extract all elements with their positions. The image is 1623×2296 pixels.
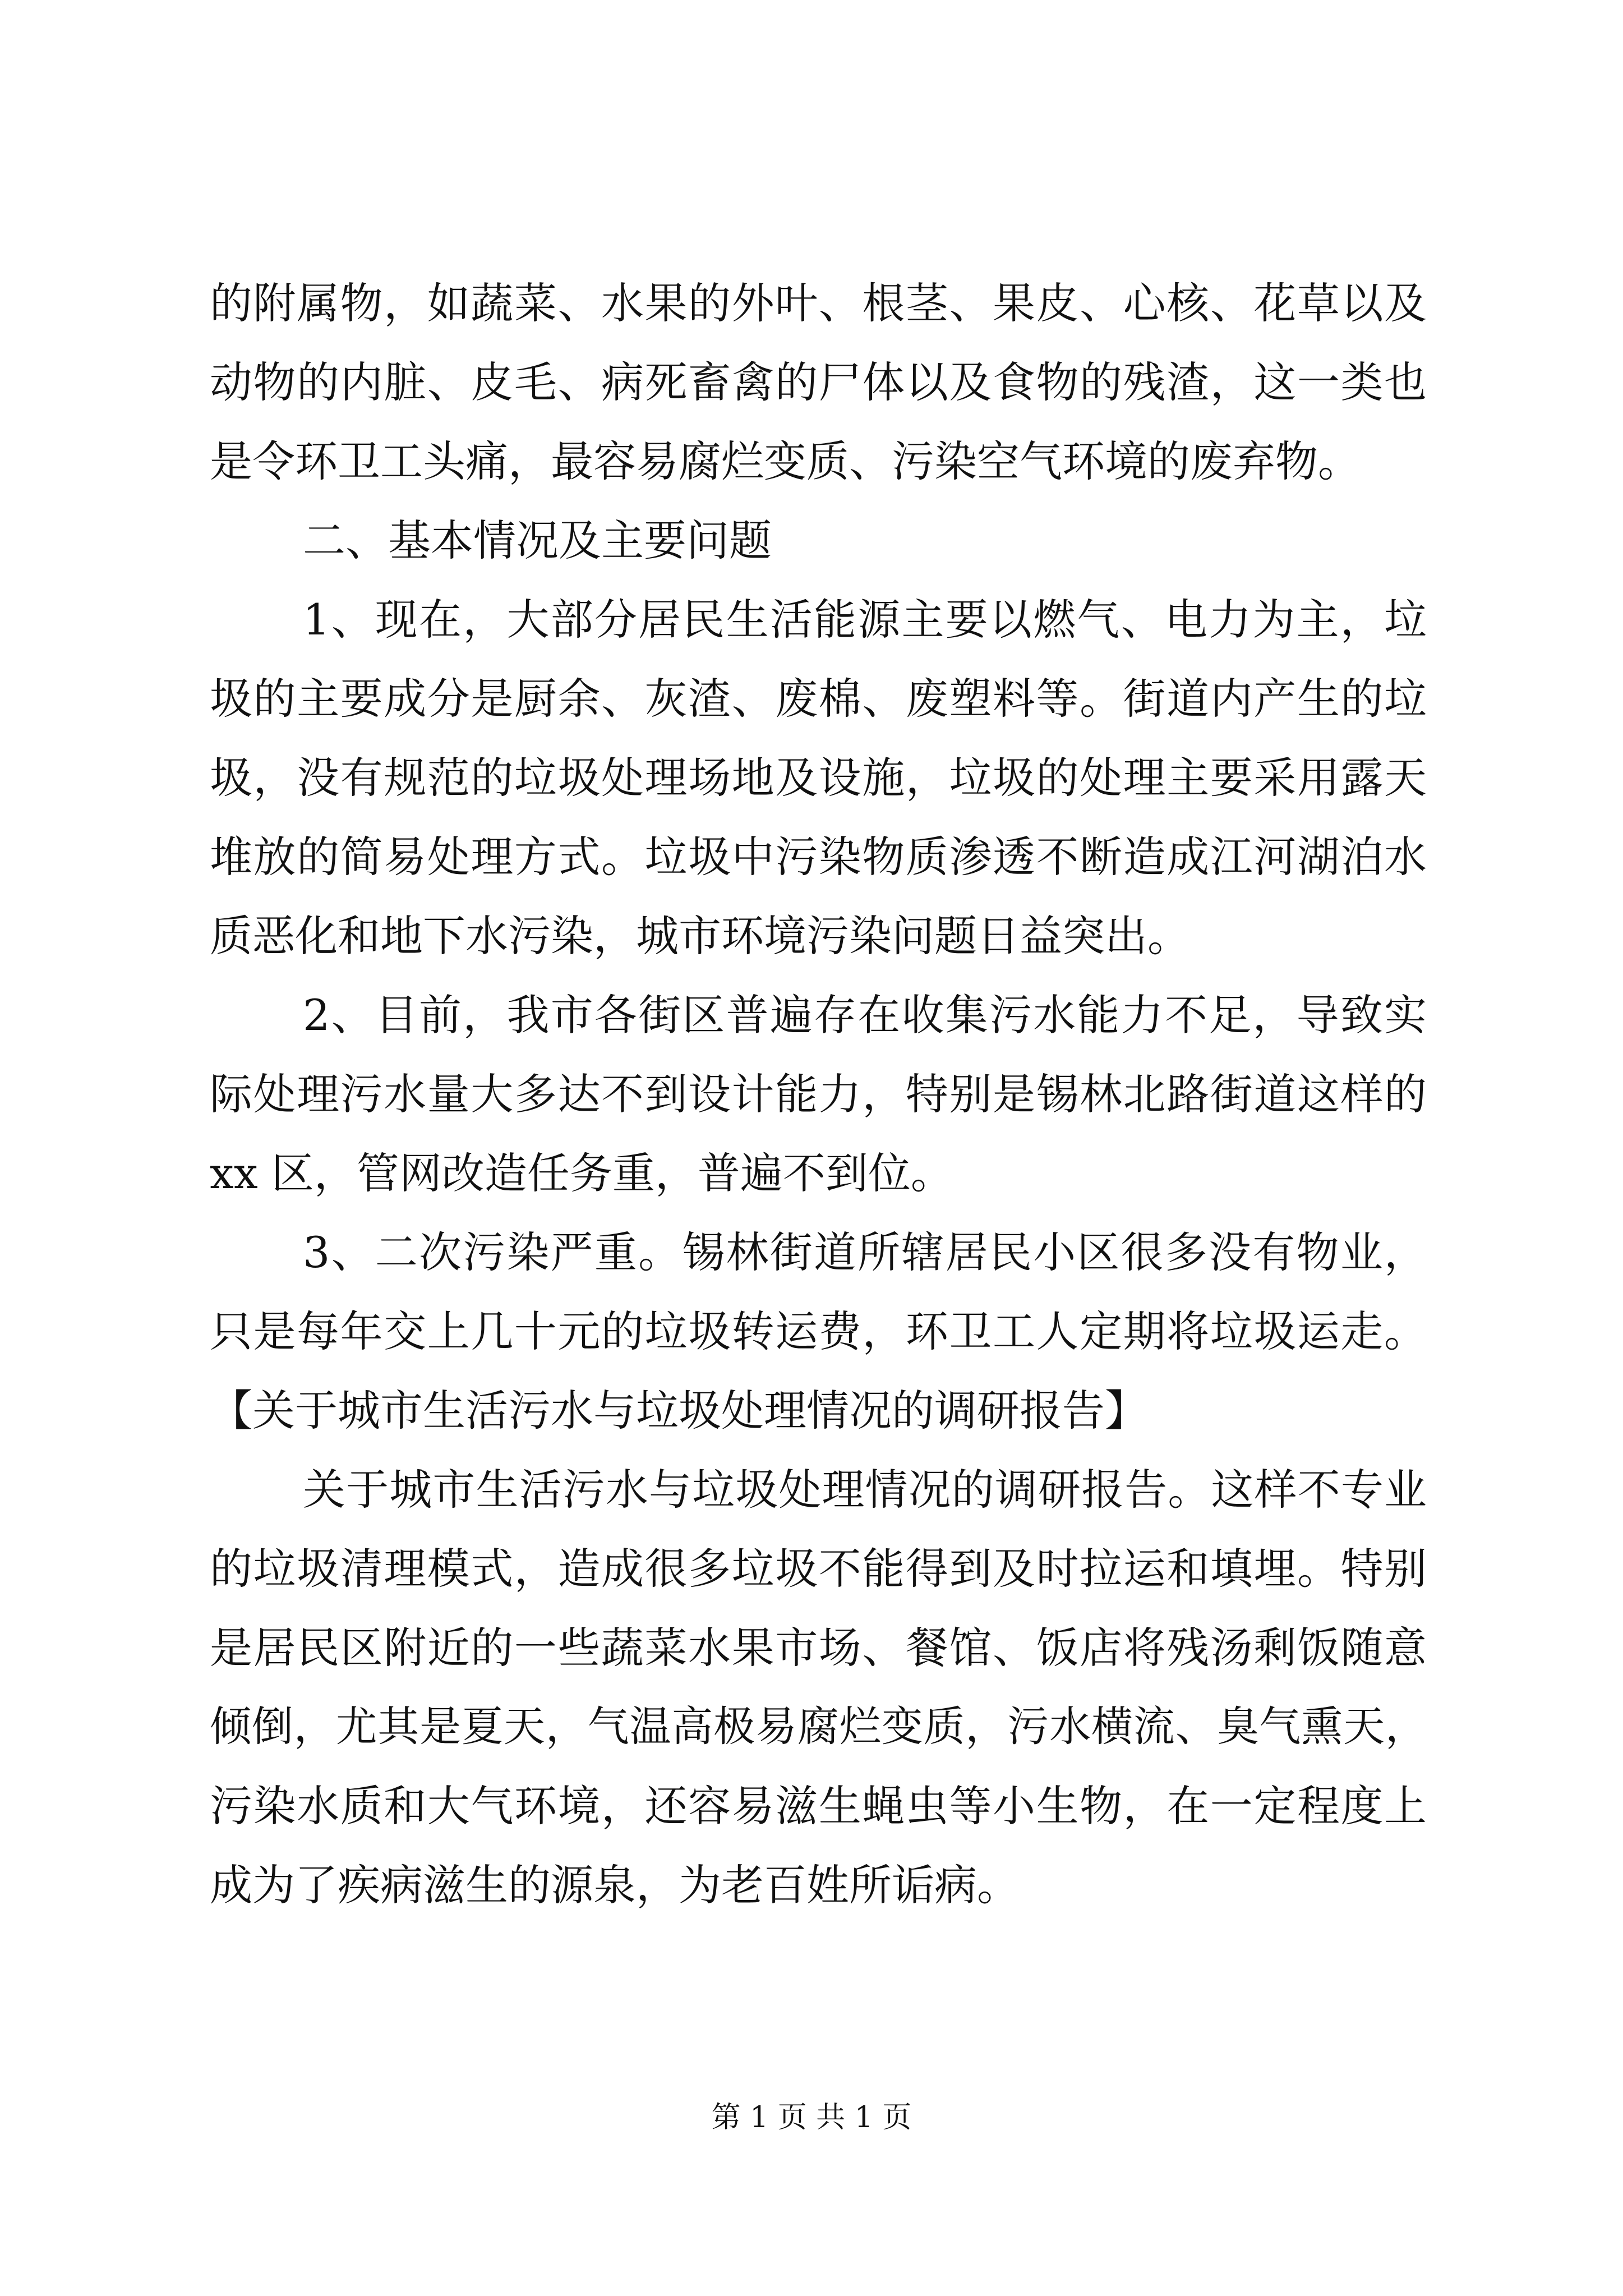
report-title-line: 【关于城市生活污水与垃圾处理情况的调研报告】 <box>210 1386 1147 1435</box>
document-body <box>210 264 1427 1925</box>
paragraph-line: 成为了疾病滋生的源泉，为老百姓所诟病。 <box>210 1860 1020 1910</box>
section-heading: 二、基本情况及主要问题 <box>303 516 772 565</box>
paragraph-line: 2、目前，我市各街区普遍存在收集污水能力不足，导致实 <box>303 990 1427 1040</box>
paragraph-line: xx 区，管网改造任务重，普遍不到位。 <box>210 1148 953 1198</box>
paragraph-line: 1、现在，大部分居民生活能源主要以燃气、电力为主，垃 <box>303 595 1427 645</box>
paragraph-line: 质恶化和地下水污染，城市环境污染问题日益突出。 <box>210 911 1190 961</box>
paragraph-line: 动物的内脏、皮毛、病死畜禽的尸体以及食物的残渣，这一类也 <box>210 357 1427 407</box>
paragraph-line: 际处理污水量大多达不到设计能力，特别是锡林北路街道这样的 <box>210 1069 1427 1119</box>
paragraph-line: 只是每年交上几十元的垃圾转运费，环卫工人定期将垃圾运走。 <box>210 1306 1427 1356</box>
paragraph-line: 3、二次污染严重。锡林街道所辖居民小区很多没有物业， <box>303 1227 1427 1277</box>
paragraph-line: 关于城市生活污水与垃圾处理情况的调研报告。这样不专业 <box>303 1465 1427 1515</box>
paragraph-line: 圾，没有规范的垃圾处理场地及设施，垃圾的处理主要采用露天 <box>210 753 1427 803</box>
paragraph-line: 污染水质和大气环境，还容易滋生蝇虫等小生物，在一定程度上 <box>210 1781 1427 1831</box>
paragraph-line: 的附属物，如蔬菜、水果的外叶、根茎、果皮、心核、花草以及 <box>210 278 1427 328</box>
paragraph-line: 的垃圾清理模式，造成很多垃圾不能得到及时拉运和填埋。特别 <box>210 1544 1427 1594</box>
page-number-label: 第 1 页 共 1 页 <box>711 2101 912 2134</box>
paragraph-line: 是令环卫工头痛，最容易腐烂变质、污染空气环境的废弃物。 <box>210 436 1361 486</box>
paragraph-line: 是居民区附近的一些蔬菜水果市场、餐馆、饭店将残汤剩饭随意 <box>210 1623 1427 1673</box>
paragraph-line: 圾的主要成分是厨余、灰渣、废棉、废塑料等。街道内产生的垃 <box>210 674 1427 724</box>
paragraph-line: 堆放的简易处理方式。垃圾中污染物质渗透不断造成江河湖泊水 <box>210 832 1427 882</box>
page-footer <box>0 2098 1623 2137</box>
paragraph-line: 倾倒，尤其是夏天，气温高极易腐烂变质，污水横流、臭气熏天， <box>210 1703 1427 1751</box>
